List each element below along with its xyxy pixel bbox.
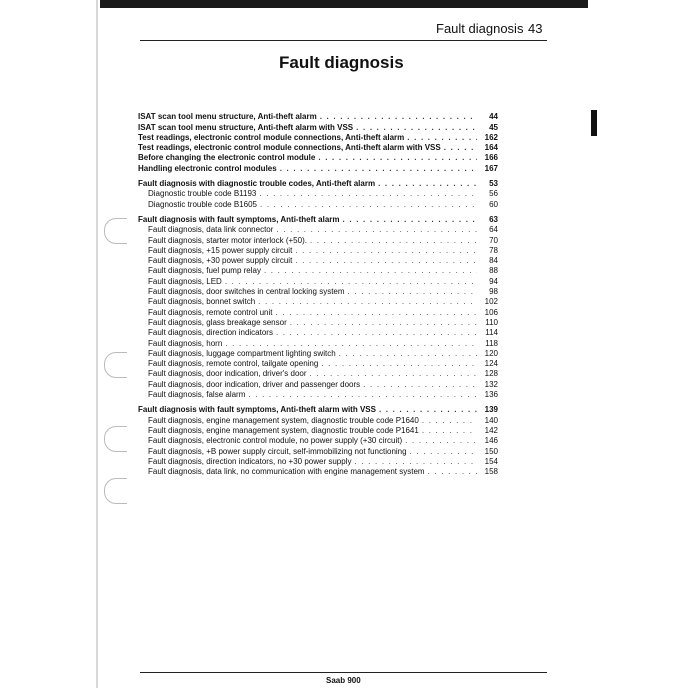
toc-entry-text: Diagnostic trouble code B1193 (148, 189, 257, 199)
toc-entry-page: 44 (489, 112, 498, 122)
toc-entry-page: 45 (489, 122, 498, 132)
toc-entry-page: 139 (484, 405, 498, 415)
toc-dot-leader (356, 123, 477, 133)
toc-entry-page: 158 (484, 467, 498, 477)
punch-hole (104, 478, 127, 504)
toc-dot-leader (348, 287, 477, 297)
toc-dot-leader (290, 318, 477, 328)
toc-dot-leader (295, 256, 477, 266)
toc-entry-text: Diagnostic trouble code B1605 (148, 199, 257, 209)
toc-entry-text: Fault diagnosis, +B power supply circuit, self-immobilizing not functioning (148, 446, 407, 456)
toc-entry-text: Fault diagnosis, +30 power supply circuit (148, 256, 293, 266)
toc-entry (138, 467, 498, 477)
toc-heading-entry (138, 215, 498, 225)
toc-entry (138, 349, 498, 359)
toc-entry (138, 276, 498, 286)
toc-dot-leader (422, 426, 477, 436)
toc-entry-page: 150 (484, 446, 498, 456)
toc-heading-entry (138, 122, 498, 132)
toc-entry-text: Handling electronic control modules (138, 163, 277, 173)
toc-dot-leader (259, 189, 477, 199)
toc-entry-text: Fault diagnosis, data link, no communication with engine management system (148, 467, 425, 477)
toc-entry-text: Before changing the electronic control module (138, 153, 316, 163)
toc-entry-page: 142 (484, 425, 498, 435)
toc-entry-text: Fault diagnosis, door switches in central locking system (148, 287, 345, 297)
toc-entry (138, 338, 498, 348)
toc-entry-text: ISAT scan tool menu structure, Anti-theft alarm (138, 112, 317, 122)
toc-entry (138, 189, 498, 199)
toc-entry-page: 106 (484, 307, 498, 317)
toc-entry-page: 84 (489, 256, 498, 266)
toc-entry-page: 88 (489, 266, 498, 276)
table-of-contents (138, 112, 498, 477)
toc-entry-page: 110 (485, 317, 498, 327)
toc-entry-page: 114 (485, 328, 498, 338)
toc-entry-page: 120 (484, 348, 498, 358)
toc-entry-text: Fault diagnosis, door indication, driver and passenger doors (148, 379, 361, 389)
toc-entry-page: 146 (484, 436, 498, 446)
toc-dot-leader (343, 215, 478, 225)
toc-entry-text: Fault diagnosis, bonnet switch (148, 297, 256, 307)
toc-entry-text: ISAT scan tool menu structure, Anti-theft alarm with VSS (138, 122, 354, 132)
toc-entry-page: 118 (485, 338, 498, 348)
footer-rule (140, 672, 547, 673)
toc-entry (138, 426, 498, 436)
toc-entry (138, 246, 498, 256)
toc-entry (138, 446, 498, 456)
toc-dot-leader (276, 225, 477, 235)
header-rule (140, 40, 547, 41)
toc-heading-entry (138, 133, 498, 143)
page-title: Fault diagnosis (279, 53, 404, 72)
toc-dot-leader (444, 143, 477, 153)
toc-entry (138, 390, 498, 400)
page-number: 43 (528, 21, 543, 36)
toc-entry-page: 124 (484, 359, 498, 369)
toc-entry-text: Fault diagnosis, horn (148, 338, 223, 348)
toc-dot-leader (428, 467, 477, 477)
toc-entry (138, 297, 498, 307)
toc-entry-text: Fault diagnosis, direction indicators, no +30 power supply (148, 456, 352, 466)
toc-dot-leader (407, 133, 477, 143)
toc-heading-entry (138, 153, 498, 163)
footer-label: Saab 900 (326, 676, 361, 685)
toc-entry-page: 167 (484, 163, 498, 173)
toc-entry-text: Fault diagnosis, remote control unit (148, 307, 273, 317)
toc-entry-text: Fault diagnosis, engine management system, diagnostic trouble code P1641 (148, 425, 419, 435)
top-edge-bar (100, 0, 588, 8)
toc-dot-leader (410, 447, 477, 457)
toc-dot-leader (280, 164, 477, 174)
toc-entry-text: Fault diagnosis, fuel pump relay (148, 266, 261, 276)
page-left-edge (96, 0, 98, 688)
toc-entry (138, 199, 498, 209)
toc-entry (138, 318, 498, 328)
toc-entry-page: 132 (484, 379, 498, 389)
toc-dot-leader (225, 277, 477, 287)
toc-heading-entry (138, 179, 498, 189)
section-tab-marker (591, 110, 597, 136)
toc-dot-leader (310, 236, 477, 246)
toc-entry-text: Fault diagnosis, direction indicators (148, 328, 273, 338)
toc-entry-page: 94 (489, 276, 498, 286)
toc-entry-page: 60 (489, 199, 498, 209)
toc-dot-leader (318, 153, 477, 163)
toc-entry-page: 98 (489, 287, 498, 297)
toc-entry-text: Fault diagnosis, door indication, driver's door (148, 369, 307, 379)
toc-entry-page: 154 (484, 456, 498, 466)
toc-entry-text: Fault diagnosis, LED (148, 276, 222, 286)
toc-dot-leader (321, 359, 477, 369)
toc-entry-page: 102 (484, 297, 498, 307)
toc-entry-text: Fault diagnosis, glass breakage sensor (148, 317, 287, 327)
toc-entry (138, 436, 498, 446)
toc-dot-leader (264, 266, 477, 276)
toc-dot-leader (378, 179, 477, 189)
toc-entry-page: 63 (489, 214, 498, 224)
toc-dot-leader (310, 369, 478, 379)
toc-entry-page: 64 (489, 225, 498, 235)
toc-dot-leader (258, 297, 477, 307)
toc-entry-page: 70 (489, 235, 498, 245)
toc-entry (138, 256, 498, 266)
toc-entry-page: 128 (484, 369, 498, 379)
toc-dot-leader (248, 390, 477, 400)
toc-entry-text: Fault diagnosis, electronic control module, no power supply (+30 circuit) (148, 436, 403, 446)
toc-dot-leader (405, 436, 477, 446)
toc-entry (138, 307, 498, 317)
toc-dot-leader (363, 380, 477, 390)
toc-entry-text: Fault diagnosis, starter motor interlock (+50). (148, 235, 307, 245)
toc-entry-page: 164 (484, 143, 498, 153)
toc-entry-text: Fault diagnosis, luggage compartment lighting switch (148, 348, 336, 358)
toc-dot-leader (276, 308, 477, 318)
toc-entry-text: Fault diagnosis with diagnostic trouble codes, Anti-theft alarm (138, 179, 376, 189)
running-header-title: Fault diagnosis (436, 21, 524, 36)
toc-dot-leader (320, 112, 477, 122)
toc-entry (138, 457, 498, 467)
toc-entry-page: 78 (489, 245, 498, 255)
toc-dot-leader (379, 405, 477, 415)
toc-entry-text: Fault diagnosis, false alarm (148, 390, 246, 400)
toc-dot-leader (339, 349, 477, 359)
toc-entry-text: Fault diagnosis with fault symptoms, Anti-theft alarm with VSS (138, 405, 376, 415)
toc-entry (138, 328, 498, 338)
toc-dot-leader (295, 246, 477, 256)
toc-entry (138, 225, 498, 235)
toc-dot-leader (225, 339, 477, 349)
toc-entry (138, 379, 498, 389)
punch-hole (104, 352, 127, 378)
toc-entry-page: 166 (484, 153, 498, 163)
toc-entry-page: 136 (484, 390, 498, 400)
toc-entry-text: Fault diagnosis with fault symptoms, Anti-theft alarm (138, 214, 340, 224)
toc-entry-text: Fault diagnosis, +15 power supply circuit (148, 245, 293, 255)
toc-dot-leader (354, 457, 477, 467)
toc-heading-entry (138, 143, 498, 153)
toc-entry-text: Fault diagnosis, engine management system, diagnostic trouble code P1640 (148, 415, 419, 425)
toc-dot-leader (422, 416, 477, 426)
punch-hole (104, 426, 127, 452)
toc-heading-entry (138, 405, 498, 415)
toc-entry (138, 359, 498, 369)
toc-entry-page: 53 (489, 179, 498, 189)
toc-entry-text: Test readings, electronic control module connections, Anti-theft alarm (138, 132, 405, 142)
toc-entry (138, 369, 498, 379)
toc-dot-leader (260, 200, 477, 210)
toc-heading-entry (138, 112, 498, 122)
toc-entry-text: Test readings, electronic control module connections, Anti-theft alarm with VSS (138, 143, 441, 153)
toc-entry-text: Fault diagnosis, remote control, tailgate opening (148, 359, 319, 369)
toc-entry (138, 287, 498, 297)
toc-entry-text: Fault diagnosis, data link connector (148, 225, 274, 235)
toc-dot-leader (276, 328, 477, 338)
toc-entry (138, 415, 498, 425)
toc-entry-page: 56 (489, 189, 498, 199)
punch-hole (104, 218, 127, 244)
toc-entry-page: 162 (484, 132, 498, 142)
toc-entry (138, 235, 498, 245)
toc-entry (138, 266, 498, 276)
toc-heading-entry (138, 163, 498, 173)
toc-entry-page: 140 (484, 415, 498, 425)
